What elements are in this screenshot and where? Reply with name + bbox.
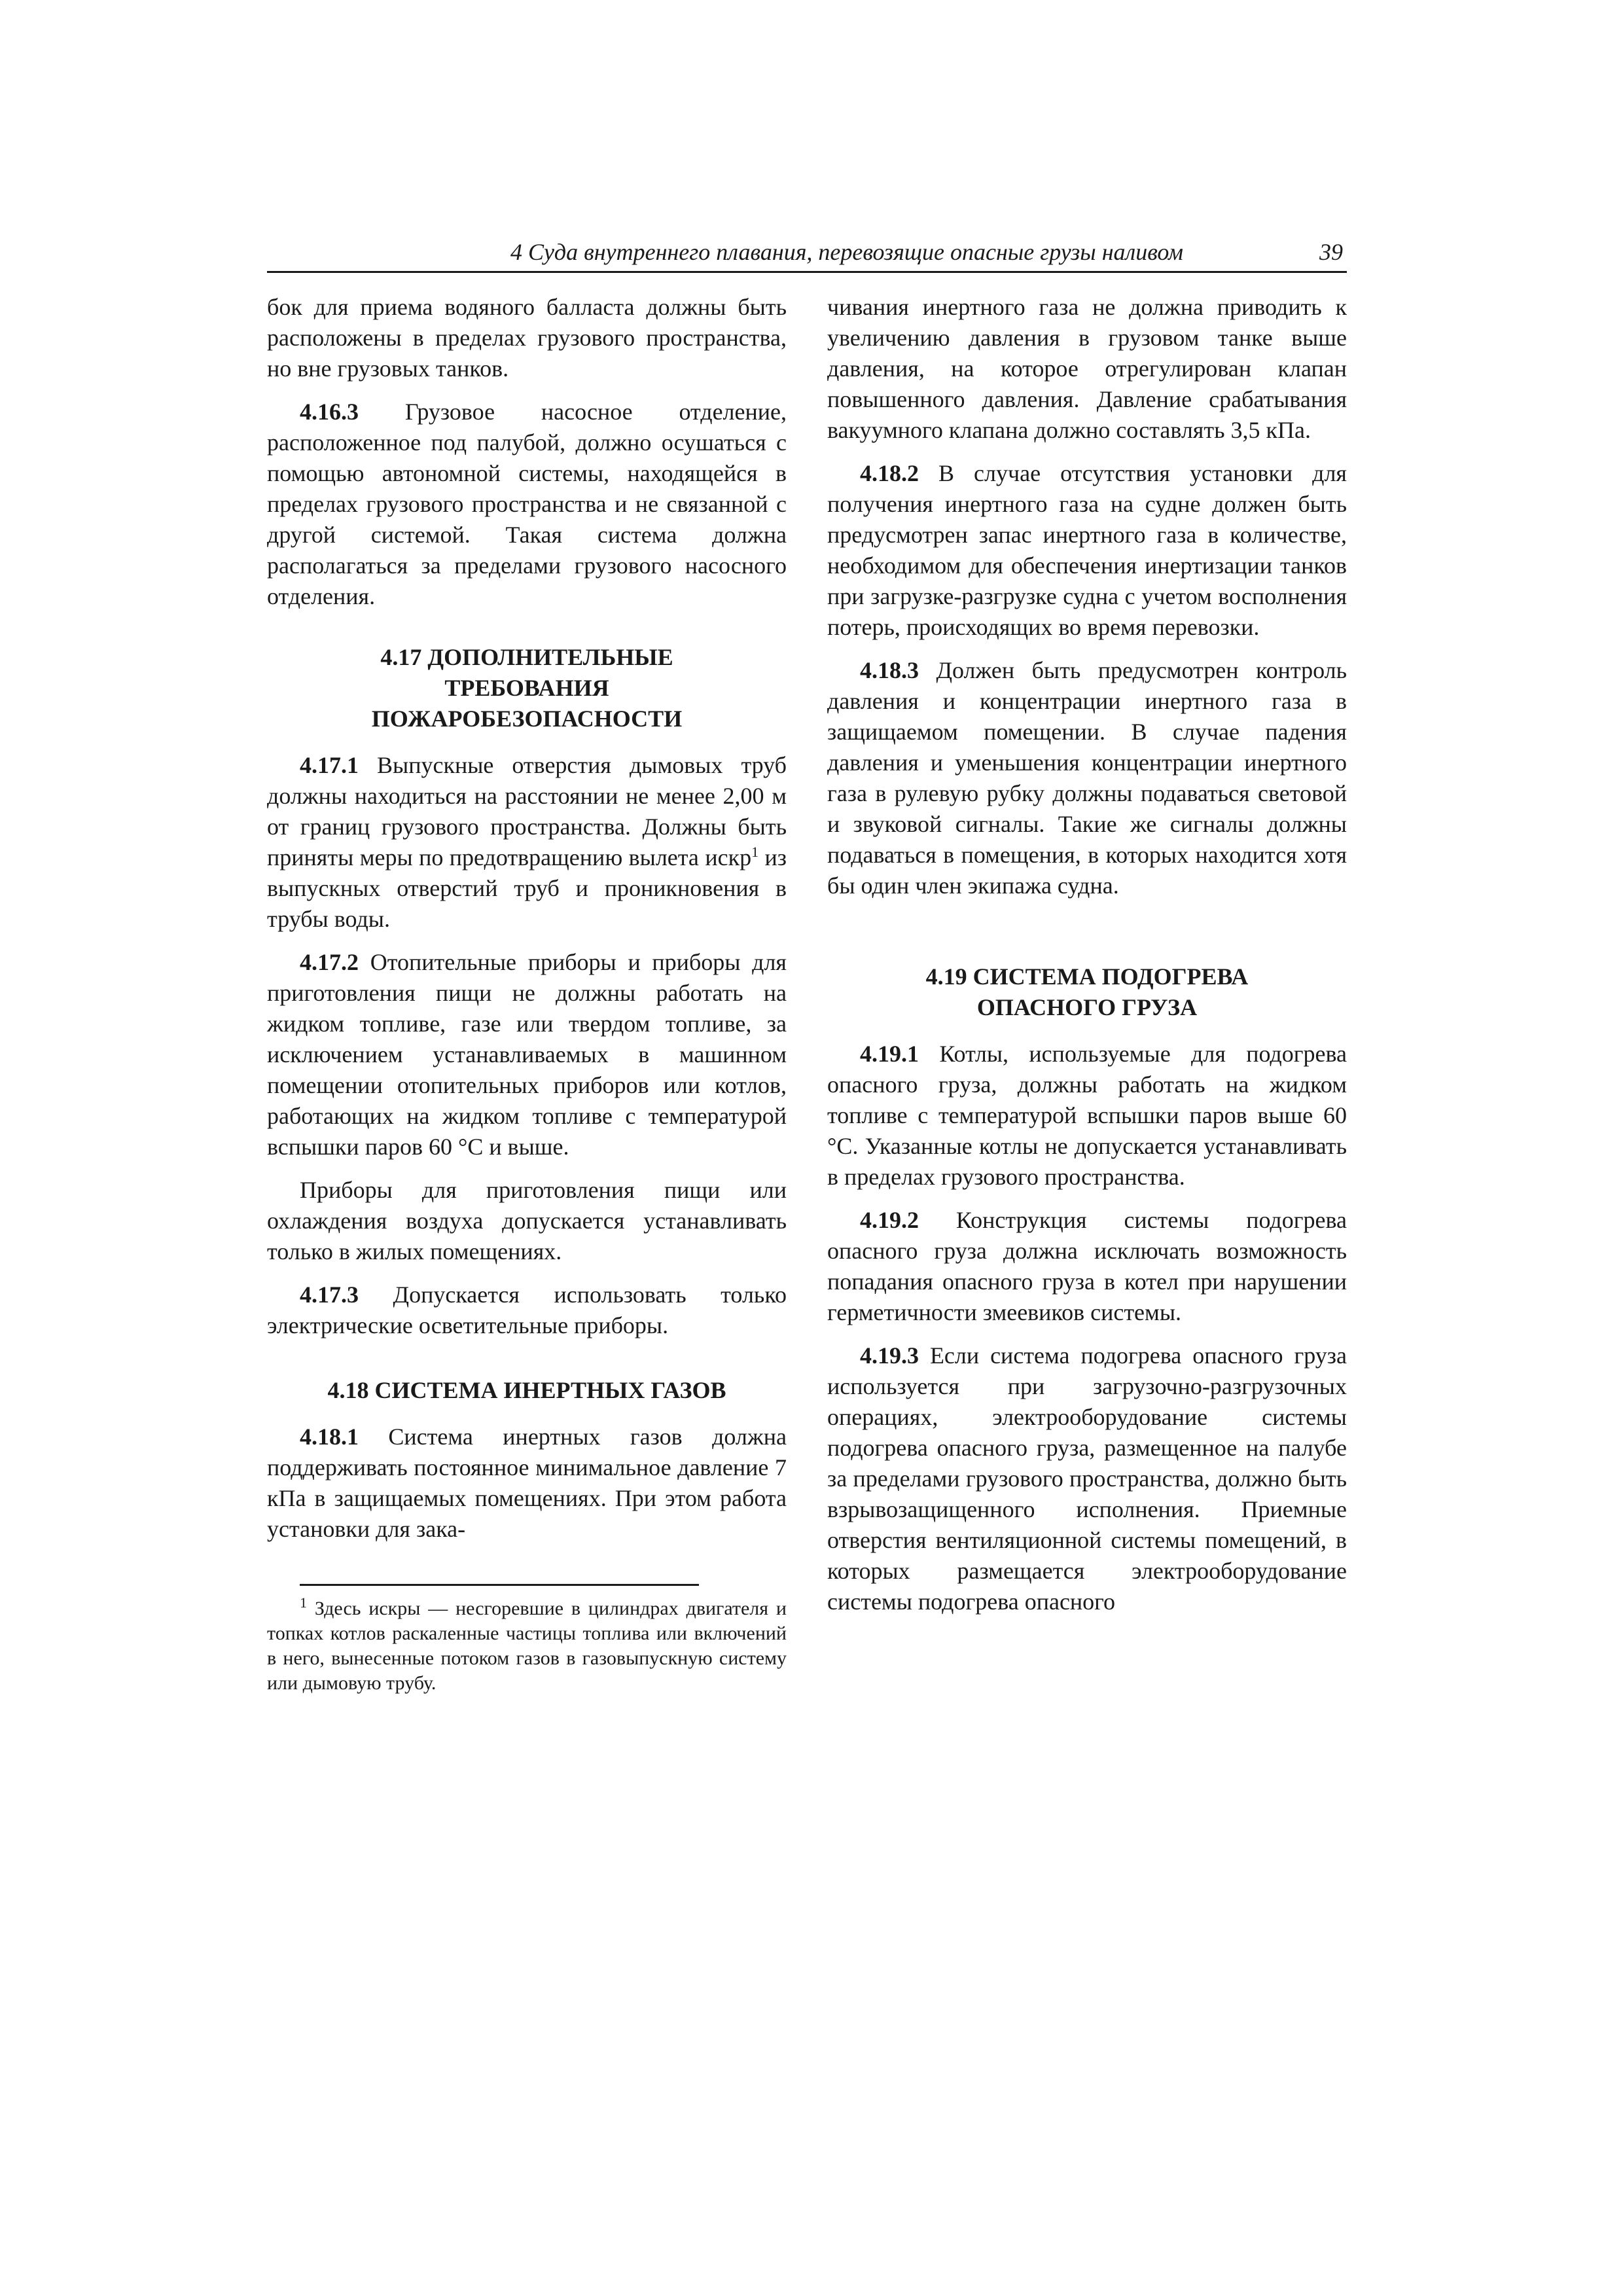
heading-line: 4.19 СИСТЕМА ПОДОГРЕВА	[925, 963, 1249, 990]
running-header	[267, 233, 1347, 273]
footnote-mark: 1	[300, 1594, 307, 1611]
paragraph-4-18-3	[827, 655, 1347, 901]
clause-text: В случае отсутствия установки для получения инертного газа на судне должен быть предусмотрен запас инертного газа в количестве, необходимом для обеспечения инертизации танков при загрузке-разгрузке судна с учетом восполнения потерь, происходящих во время перевозки.	[827, 460, 1347, 640]
clause-text: Конструкция системы подогрева опасного груза должна исключать возможность попадания опасного груза в котел при нарушении герметичности змеевиков системы.	[827, 1207, 1347, 1325]
clause-text: Если система подогрева опасного груза используется при загрузочно-разгрузочных операциях, электрооборудование системы подогрева опасного груза, размещенное на палубе за пределами грузового пространства, должно быть взрывозащищенного исполнения. Приемные отверстия вентиляционной системы помещений, в которых размещается электрооборудование системы подогрева опасного	[827, 1342, 1347, 1615]
clause-text: Система инертных газов должна поддерживать постоянное минимальное давление 7 кПа в защищаемых помещениях. При этом работа установки для зака-	[267, 1424, 787, 1542]
heading-line: ТРЕБОВАНИЯ	[444, 675, 609, 701]
clause-text: Отопительные приборы и приборы для приготовления пищи не должны работать на жидком топливе, газе или твердом топливе, за исключением устанавливаемых в машинном помещении отопительных приборов или котлов, работающих на жидком топливе с температурой вспышки паров 60 °С и выше.	[267, 949, 787, 1160]
heading-line: ОПАСНОГО ГРУЗА	[976, 994, 1198, 1020]
page-number: 39	[1319, 239, 1343, 265]
clause-text: Должен быть предусмотрен контроль давления и концентрации инертного газа в защищаемом помещении. В случае падения давления и уменьшения концентрации инертного газа в рулевую рубку должны подаваться световой и звуковой сигналы. Такие же сигналы должны подаваться в помещения, в которых находится хотя бы один член экипажа судна.	[827, 657, 1347, 899]
paragraph-4-16-3	[267, 397, 787, 612]
clause-number: 4.17.3	[300, 1282, 359, 1308]
clause-number: 4.18.3	[860, 657, 919, 683]
clause-number: 4.18.1	[300, 1424, 359, 1450]
paragraph-4-17-2-cont: Приборы для приготовления пищи или охлаждения воздуха допускается устанавливать только в жилых помещениях.	[267, 1177, 787, 1265]
clause-number: 4.19.1	[860, 1041, 919, 1067]
clause-text: Котлы, используемые для подогрева опасного груза, должны работать на жидком топливе с температурой вспышки паров выше 60 °С. Указанные котлы не допускается устанавливать в пределах грузового пространства.	[827, 1041, 1347, 1190]
paragraph-4-19-1	[827, 1039, 1347, 1193]
clause-text: из выпускных отверстий труб и проникновения в трубы воды.	[267, 844, 787, 932]
paragraph-4-18-1	[267, 1422, 787, 1545]
right-column	[827, 292, 1347, 1630]
paragraph-4-17-3	[267, 1280, 787, 1341]
clause-number: 4.18.2	[860, 460, 919, 486]
clause-number: 4.17.1	[300, 752, 359, 778]
section-heading-4-18: 4.18 СИСТЕМА ИНЕРТНЫХ ГАЗОВ	[327, 1377, 726, 1403]
paragraph-4-18-2	[827, 458, 1347, 643]
footnote-reference[interactable]: 1	[751, 844, 759, 860]
paragraph-4-17-1	[267, 750, 787, 935]
paragraph-continuation: чивания инертного газа не должна приводить к увеличению давления в грузовом танке выше давления, на которое отрегулирован клапан повышенного давления. Давление срабатывания вакуумного клапана должно составлять 3,5 кПа.	[827, 294, 1347, 443]
clause-number: 4.19.2	[860, 1207, 919, 1233]
footnote	[267, 1596, 787, 1696]
section-heading-4-19	[827, 961, 1347, 1023]
section-heading-4-17	[267, 642, 787, 734]
left-column	[267, 292, 787, 1696]
paragraph-4-19-2	[827, 1205, 1347, 1328]
clause-text: Грузовое насосное отделение, расположенное под палубой, должно осушаться с помощью автономной системы, находящейся в пределах грузового пространства и не связанной с другой системой. Такая система должна располагаться за пределами грузового насосного отделения.	[267, 399, 787, 609]
paragraph-4-19-3	[827, 1340, 1347, 1617]
clause-number: 4.17.2	[300, 949, 359, 975]
clause-text: Выпускные отверстия дымовых труб должны находиться на расстоянии не менее 2,00 м от границ грузового пространства. Должны быть приняты меры по предотвращению вылета искр	[267, 752, 787, 870]
clause-number: 4.16.3	[300, 399, 359, 425]
paragraph-4-17-2	[267, 947, 787, 1162]
footnote-divider	[300, 1584, 699, 1586]
running-title: 4 Суда внутреннего плавания, перевозящие опасные грузы наливом	[510, 239, 1183, 265]
footnote-text: Здесь искры — несгоревшие в цилиндрах двигателя и топках котлов раскаленные частицы топлива или включений в него, вынесенные потоком газов в газовыпускную систему или дымовую трубу.	[267, 1598, 787, 1694]
heading-line: 4.17 ДОПОЛНИТЕЛЬНЫЕ	[380, 644, 673, 670]
clause-text: Допускается использовать только электрические осветительные приборы.	[267, 1282, 787, 1338]
clause-number: 4.19.3	[860, 1342, 919, 1369]
heading-line: ПОЖАРОБЕЗОПАСНОСТИ	[371, 706, 683, 732]
paragraph-continuation: бок для приема водяного балласта должны быть расположены в пределах грузового пространства, но вне грузовых танков.	[267, 294, 787, 382]
